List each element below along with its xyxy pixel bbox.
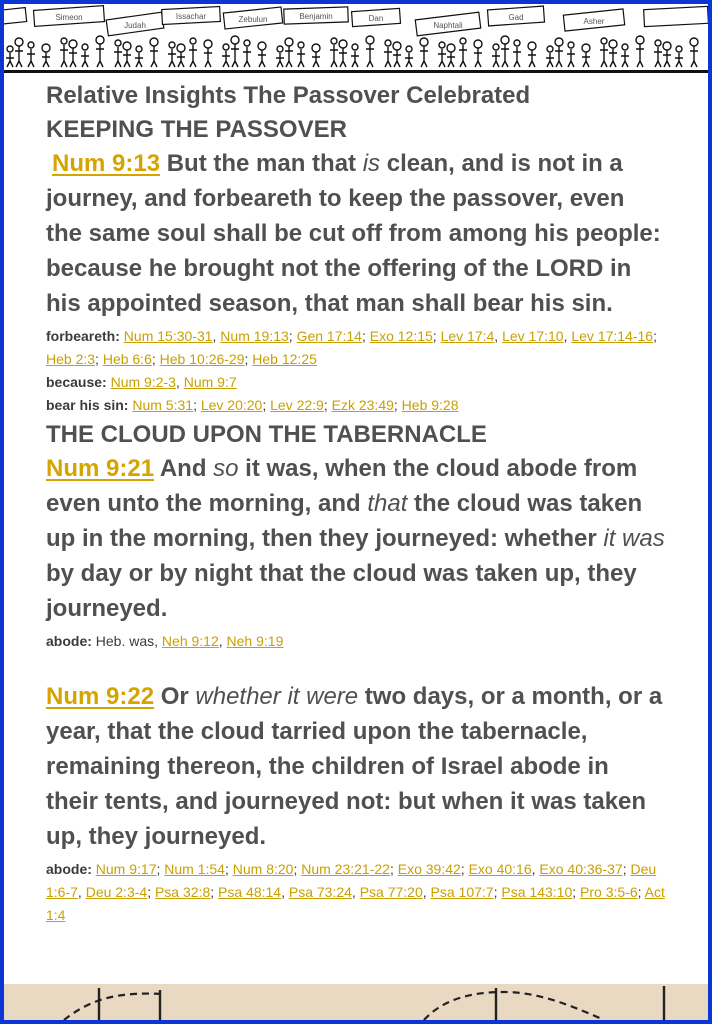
crowd-figure-head (42, 44, 50, 52)
banner-label-3: Issachar (175, 12, 207, 21)
cross-ref-links (132, 397, 458, 413)
cross-ref-link[interactable]: Exo 12:15 (369, 328, 433, 344)
section-heading-passover: KEEPING THE PASSOVER (46, 116, 347, 143)
crowd-figure-head (69, 40, 77, 48)
verse-text: clean, and is not in a journey, and forbeareth to keep the passover, even the same soul shall be cut off from among his people: because he brought not the offering of the LORD in his appointed season, that man shall bear his sin. (46, 150, 661, 317)
link-separator: ; (193, 397, 201, 413)
crowd-figure-body (276, 53, 284, 67)
cross-ref-links (162, 633, 283, 649)
verse-italic: it was (603, 525, 665, 552)
crowd-figure-body (42, 52, 50, 67)
verse-num-9-22 (46, 679, 666, 854)
cross-ref-links (46, 328, 657, 367)
cross-ref-link[interactable]: Deu 1:6-7 (46, 861, 657, 900)
link-separator: ; (293, 861, 302, 877)
link-separator: ; (95, 351, 103, 367)
link-separator: , (212, 328, 221, 344)
crowd-figure-head (420, 38, 428, 46)
cross-ref-link[interactable]: Num 9:7 (183, 374, 237, 390)
crowd-figure-body (69, 48, 77, 67)
crowd-figure-head (123, 42, 131, 50)
cross-ref-link[interactable]: Neh 9:19 (226, 633, 284, 649)
cross-ref-link[interactable]: Act 1:4 (46, 884, 665, 923)
link-separator: ; (151, 351, 160, 367)
link-separator: , (175, 374, 184, 390)
verse-text: by day or by night that the cloud was taken up, they journeyed. (46, 560, 637, 622)
crowd-figure-head (223, 44, 229, 50)
banner-label-8: Gad (508, 13, 524, 22)
link-separator: ; (210, 884, 219, 900)
crowd-figure-head (366, 36, 374, 44)
link-separator: ; (244, 351, 253, 367)
crowd-figure-head (622, 44, 628, 50)
banner-label-2: Judah (124, 21, 146, 30)
section-heading-cloud: THE CLOUD UPON THE TABERNACLE (46, 421, 487, 448)
crowd-figure-body (15, 46, 23, 67)
link-separator: , (281, 884, 289, 900)
link-separator: ; (361, 328, 370, 344)
crowd-figure-body (339, 48, 347, 67)
crowd-figure-body (366, 44, 374, 67)
link-separator: ; (288, 328, 297, 344)
verse-italic: is (362, 150, 381, 177)
crowd-figure-head (528, 42, 536, 50)
link-separator: , (351, 884, 360, 900)
crowd-figure-body (513, 47, 521, 67)
crowd-figure-body (501, 44, 509, 67)
crowd-figure-body (675, 53, 683, 67)
crowd-figure-body (204, 48, 212, 67)
cross-ref-link[interactable]: Lev 17:14-16 (571, 328, 654, 344)
banner-label-7: Naphtali (433, 21, 463, 30)
crowd-figure-body (168, 49, 176, 67)
crowd-figure-body (438, 49, 446, 67)
crowd-figure-body (582, 52, 590, 67)
crowd-figure-head (447, 44, 455, 52)
crowd-figure-head (177, 44, 185, 52)
crowd-figure-body (528, 50, 536, 67)
cross-ref-link[interactable]: Heb 6:6 (102, 351, 152, 367)
cross-ref-link[interactable]: Num 8:20 (232, 861, 294, 877)
cross-ref-link[interactable]: Heb 10:26-29 (159, 351, 245, 367)
crowd-figure-body (312, 52, 320, 67)
crowd-figure-head (636, 36, 644, 44)
cross-ref-link[interactable]: Gen 17:14 (296, 328, 362, 344)
crowd-figure-body (690, 46, 698, 67)
banner-label-4: Zebulun (238, 15, 268, 24)
link-separator: ; (147, 884, 155, 900)
cross-ref-link[interactable]: Psa 77:20 (359, 884, 423, 900)
tribes-banner-art (4, 4, 708, 70)
cross-ref-note (46, 394, 666, 417)
crowd-figure-head (28, 42, 34, 48)
crowd-figure-head (61, 38, 67, 44)
verse-ref-link[interactable]: Num 9:21 (46, 455, 155, 482)
link-separator: ; (432, 328, 441, 344)
link-separator: ; (460, 861, 469, 877)
crowd-figure-head (115, 40, 121, 46)
crowd-figure-body (474, 48, 482, 67)
cross-ref-link[interactable]: Psa 73:24 (288, 884, 352, 900)
page-title: Relative Insights The Passover Celebrated (46, 82, 531, 109)
crowd-figure-head (690, 38, 698, 46)
crowd-figure-body (243, 47, 251, 67)
cross-ref-note (46, 371, 666, 394)
cross-ref-link[interactable]: Psa 32:8 (154, 884, 211, 900)
crowd-figure-body (285, 46, 293, 67)
link-separator: ; (262, 397, 271, 413)
page-frame (4, 4, 708, 1020)
cross-ref-note (46, 630, 666, 653)
link-separator: , (494, 328, 503, 344)
verse-text: Or (154, 683, 196, 710)
crowd-figure-body (663, 50, 671, 67)
crowd-figure-head (406, 46, 412, 52)
verse-text: the cloud was taken up in the morning, then they journeyed: whether (46, 490, 643, 552)
verse-italic: that (367, 490, 408, 517)
note-label: abode: (46, 633, 92, 649)
crowd-figure-body (621, 51, 629, 67)
crowd-figure-head (352, 44, 358, 50)
crowd-figure-head (231, 36, 239, 44)
crowd-figure-body (150, 46, 158, 67)
crowd-figure-body (654, 47, 662, 67)
cross-ref-link[interactable]: Num 9:17 (95, 861, 157, 877)
crowd-figure-head (277, 46, 283, 52)
verse-text: two days, or a month, or a year, that the cloud tarried upon the tabernacle, remaining thereon, the children of Israel abode in their tents, and journeyed not: but when it was taken up, they journeyed. (46, 683, 663, 850)
crowd-figure-head (312, 44, 320, 52)
crowd-figure-body (609, 48, 617, 67)
crowd-figure-body (123, 50, 131, 67)
crowd-figure-head (96, 36, 104, 44)
cross-ref-link[interactable]: Heb 12:25 (252, 351, 317, 367)
crowd-figure-head (7, 46, 13, 52)
link-separator: ; (323, 397, 332, 413)
crowd-figure-body (555, 46, 563, 67)
link-separator: ; (224, 861, 233, 877)
crowd-figure-body (447, 52, 455, 67)
cross-ref-link[interactable]: Lev 17:4 (440, 328, 495, 344)
cross-ref-link[interactable]: Deu 2:3-4 (85, 884, 148, 900)
verse-num-9-13 (46, 146, 666, 321)
crowd-figure-head (385, 40, 391, 46)
cross-ref-link[interactable]: Num 19:13 (220, 328, 289, 344)
link-separator: ; (493, 884, 502, 900)
cross-ref-link[interactable]: Lev 20:20 (200, 397, 263, 413)
banner-label-1: Simeon (55, 13, 83, 22)
tribes-banner (4, 4, 708, 73)
crowd-figure-body (222, 51, 230, 67)
crowd-figure-body (351, 51, 359, 67)
banner-label-6: Dan (368, 14, 384, 23)
cross-ref-link[interactable]: Pro 3:5-6 (580, 884, 638, 900)
cross-ref-link[interactable]: Num 15:30-31 (123, 328, 213, 344)
crowd-figure-head (136, 46, 142, 52)
link-separator: , (563, 328, 572, 344)
cross-ref-link[interactable]: Num 1:54 (164, 861, 225, 877)
footer-art (4, 984, 708, 1020)
note-label: abode: (46, 861, 92, 877)
crowd-figure-head (582, 44, 590, 52)
cross-ref-link[interactable]: Exo 40:36-37 (539, 861, 623, 877)
link-separator: ; (637, 884, 645, 900)
crowd-figure-head (609, 40, 617, 48)
crowd-figure-body (405, 53, 413, 67)
note-label: forbeareth: (46, 328, 120, 344)
decorative-footer (4, 984, 708, 1020)
cross-ref-link[interactable]: Ezk 23:49 (331, 397, 394, 413)
crowd-figure-head (244, 40, 250, 46)
crowd-figure-head (258, 42, 266, 50)
crowd-figure-body (384, 47, 392, 67)
crowd-figure-body (177, 52, 185, 67)
crowd-figure-body (189, 45, 197, 67)
crowd-figure-head (514, 40, 520, 46)
banner-label-5: Benjamin (299, 12, 333, 21)
cross-ref-link[interactable]: Psa 107:7 (430, 884, 494, 900)
verse-italic: whether it were (195, 683, 359, 710)
link-separator: , (218, 633, 227, 649)
crowd-figure-head (663, 42, 671, 50)
crowd-figure-head (82, 44, 88, 50)
cross-ref-link[interactable]: Heb 2:3 (46, 351, 96, 367)
crowd-figure-head (601, 38, 607, 44)
cross-ref-link[interactable]: Num 23:21-22 (301, 861, 390, 877)
cross-ref-link[interactable]: Lev 17:10 (502, 328, 564, 344)
link-separator: ; (389, 861, 398, 877)
crowd-figure-head (676, 46, 682, 52)
main-content (46, 78, 666, 927)
crowd-figure-body (459, 45, 467, 67)
crowd-figure-head (501, 36, 509, 44)
link-separator: ; (572, 884, 581, 900)
crowd-figure-head (331, 38, 337, 44)
crowd-figure-head (285, 38, 293, 46)
crowd-figure-body (330, 45, 338, 67)
crowd-figure-head (190, 38, 196, 44)
crowd-figure-body (420, 46, 428, 67)
cross-ref-links (46, 861, 665, 923)
crowd-figure-body (492, 51, 500, 67)
crowd-figure-body (546, 53, 554, 67)
crowd-figure-body (567, 49, 575, 67)
crowd-figure-body (27, 49, 35, 67)
crowd-figure-body (135, 53, 143, 67)
note-label: because: (46, 374, 107, 390)
crowd-figure-head (393, 42, 401, 50)
crowd-figure-body (393, 50, 401, 67)
cross-ref-link[interactable]: Lev 22:9 (270, 397, 324, 413)
cross-ref-link[interactable]: Psa 143:10 (501, 884, 573, 900)
verse-ref-link[interactable]: Num 9:22 (46, 683, 155, 710)
crowd-figure-head (150, 38, 158, 46)
link-separator: ; (393, 397, 402, 413)
cross-ref-link[interactable]: Num 9:2-3 (110, 374, 176, 390)
cross-ref-link[interactable]: Neh 9:12 (161, 633, 219, 649)
verse-italic: so (213, 455, 239, 482)
crowd-figure-head (568, 42, 574, 48)
crowd-figure-head (169, 42, 175, 48)
crowd-figure-head (493, 44, 499, 50)
cross-ref-note (46, 858, 666, 927)
crowd-figure-head (460, 38, 466, 44)
crowd-figure-head (298, 42, 304, 48)
crowd-figure-head (555, 38, 563, 46)
banner-label-9: Asher (583, 17, 605, 26)
crowd-figure-body (636, 44, 644, 67)
crowd-figure-head (547, 46, 553, 52)
crowd-figure-head (15, 38, 23, 46)
verse-text: But the man that (160, 150, 363, 177)
link-separator: , (531, 861, 540, 877)
cross-ref-link[interactable]: Exo 39:42 (397, 861, 461, 877)
crowd-figure-body (81, 51, 89, 67)
crowd-figure-head (204, 40, 212, 48)
crowd-figure-body (297, 49, 305, 67)
link-separator: ; (156, 861, 165, 877)
crowd-figure-body (6, 53, 14, 67)
crowd-figure-body (231, 44, 239, 67)
crowd-figure-head (439, 42, 445, 48)
crowd-figure-head (339, 40, 347, 48)
cross-ref-note (46, 325, 666, 371)
link-separator: ; (653, 328, 657, 344)
crowd-figure-body (600, 45, 608, 67)
crowd-figure-body (114, 47, 122, 67)
link-separator: , (422, 884, 431, 900)
cross-ref-link[interactable]: Psa 48:14 (218, 884, 282, 900)
crowd-figure-body (96, 44, 104, 67)
verse-ref-link[interactable]: Num 9:13 (52, 150, 161, 177)
crowd-figure-body (258, 50, 266, 67)
crowd-figure-head (474, 40, 482, 48)
link-separator: ; (622, 861, 631, 877)
verse-num-9-21 (46, 451, 666, 626)
note-text: Heb. was, (91, 633, 162, 649)
crowd-figure-body (60, 45, 68, 67)
verse-text: And (154, 455, 214, 482)
cross-ref-link[interactable]: Heb 9:28 (401, 397, 459, 413)
note-label: bear his sin: (46, 397, 129, 413)
cross-ref-link[interactable]: Num 5:31 (132, 397, 194, 413)
verse-text: it was, when the cloud abode from even unto the morning, and (46, 455, 638, 517)
cross-ref-links (111, 374, 237, 390)
crowd-figure-head (655, 40, 661, 46)
link-separator: , (77, 884, 86, 900)
cross-ref-link[interactable]: Exo 40:16 (468, 861, 532, 877)
